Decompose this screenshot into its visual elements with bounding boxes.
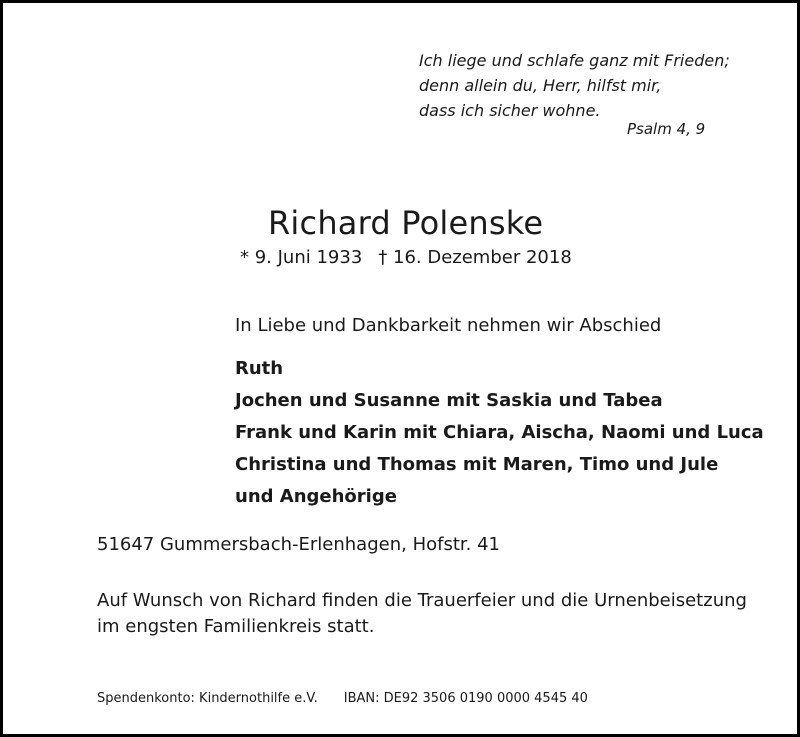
donation-info [97, 690, 588, 708]
life-dates [240, 246, 572, 270]
psalm-verse [419, 48, 730, 123]
mourner-line: Christina und Thomas mit Maren, Timo und Jule [235, 454, 719, 475]
donation-account: Spendenkonto: Kindernothilfe e.V. [97, 691, 318, 706]
mourner-line: Ruth [235, 358, 284, 379]
farewell-text: In Liebe und Dankbarkeit nehmen wir Abschied [235, 315, 662, 336]
note-line: im engsten Familienkreis statt. [97, 616, 375, 637]
funeral-note [97, 588, 747, 640]
iban: IBAN: DE92 3506 0190 0000 4545 40 [343, 691, 588, 706]
verse-line: denn allein du, Herr, hilfst mir, [419, 76, 662, 95]
mourners-list [235, 353, 764, 513]
death-date: † 16. Dezember 2018 [378, 247, 572, 268]
verse-line: dass ich sicher wohne. [419, 101, 601, 120]
family-address: 51647 Gummersbach-Erlenhagen, Hofstr. 41 [97, 534, 500, 555]
birth-date: * 9. Juni 1933 [240, 247, 363, 268]
note-line: Auf Wunsch von Richard finden die Trauerfeier und die Urnenbeisetzung [97, 590, 747, 611]
verse-reference: Psalm 4, 9 [627, 120, 706, 138]
verse-line: Ich liege und schlafe ganz mit Frieden; [419, 51, 730, 70]
mourner-line: Jochen und Susanne mit Saskia und Tabea [235, 390, 663, 411]
mourner-line: Frank und Karin mit Chiara, Aischa, Naomi und Luca [235, 422, 764, 443]
deceased-name: Richard Polenske [268, 204, 544, 242]
mourner-line: und Angehörige [235, 486, 397, 507]
